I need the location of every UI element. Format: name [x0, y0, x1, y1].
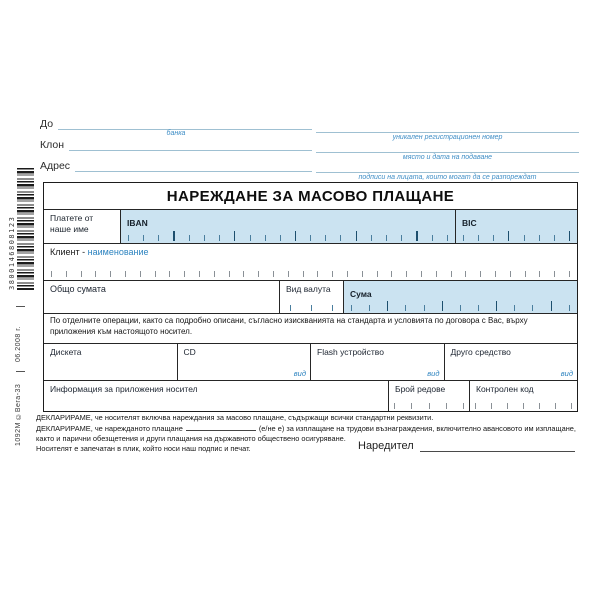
signatures-hint: подписи на лицата, които могат да се разпореждат [358, 174, 537, 181]
other-media-kind-hint: вид [560, 369, 573, 378]
row-count-cell [388, 381, 469, 411]
branch-label: Клон [40, 139, 64, 151]
flash-label: Flash устройство [317, 347, 384, 357]
edition-date: 06.2008 г. [15, 326, 22, 362]
mass-payment-order-box [43, 182, 578, 412]
bank-hint: банка [166, 130, 186, 137]
field-signatures [316, 161, 579, 181]
control-code-label: Контролен код [476, 384, 534, 394]
barcode [8, 168, 34, 290]
barcode-bars-icon [17, 168, 34, 290]
registration-block [316, 121, 579, 181]
place-date-hint: място и дата на подаване [402, 154, 493, 161]
media-cell-other [444, 344, 578, 380]
other-media-label: Друго средство [450, 347, 511, 357]
declaration-2-prefix: ДЕКЛАРИРАМЕ, че нарежданото плащане [36, 423, 183, 433]
orderer-label: Наредител [358, 440, 414, 452]
to-label: До [40, 118, 54, 130]
media-info-cell: Информация за приложения носител [50, 384, 198, 394]
fold-mark [16, 306, 25, 307]
client-label: Клиент [50, 247, 80, 257]
media-type-row [44, 344, 577, 381]
declaration-1: ДЕКЛАРИРАМЕ, че носителят включва нареждания за масово плащане, съдържащи всички стандартни реквизити. [36, 413, 434, 422]
currency-cell [279, 281, 343, 313]
bank-address-block [40, 117, 312, 180]
reg-number-hint: уникален регистрационен номер [392, 134, 503, 141]
title-row [44, 183, 577, 210]
iban-character-ticks [128, 231, 448, 241]
payer-iban-bic-row [44, 210, 577, 244]
flash-kind-hint: вид [427, 369, 440, 378]
payer-label-cell: Платете от наше име [50, 213, 94, 235]
fold-mark [16, 371, 25, 372]
control-code-cell [469, 381, 577, 411]
currency-label: Вид валута [286, 284, 331, 294]
iban-field [120, 210, 455, 243]
address-label: Адрес [40, 160, 71, 172]
amount-label: Сума [350, 289, 372, 299]
field-branch [40, 138, 312, 151]
signatures-underline [316, 160, 579, 173]
declaration-3: Носителят е запечатан в плик, който носи наш подпис и печат. [36, 444, 251, 454]
currency-ticks [290, 305, 333, 311]
cd-label: CD [183, 347, 196, 357]
client-name-hint: наименование [87, 247, 149, 257]
amount-row [44, 281, 577, 314]
branch-underline [69, 137, 312, 151]
media-info-row [44, 381, 577, 411]
orderer-underline [420, 441, 575, 452]
iban-label: IBAN [127, 218, 148, 228]
form-title: НАРЕЖДАНЕ ЗА МАСОВО ПЛАЩАНЕ [166, 187, 455, 205]
media-cell-cd [177, 344, 311, 380]
row-count-label: Брой редове [395, 384, 446, 394]
field-reg-number [316, 121, 579, 141]
client-character-ticks [51, 271, 570, 277]
row-count-ticks [394, 403, 464, 409]
media-cell-diskette [44, 344, 177, 380]
cd-kind-hint: вид [293, 369, 306, 378]
amount-cell [343, 281, 577, 313]
field-address [40, 159, 312, 172]
reg-number-underline [316, 120, 579, 133]
orderer-signature-field [358, 440, 575, 452]
bic-label: BIC [462, 218, 477, 228]
address-underline [75, 158, 312, 172]
field-to [40, 117, 312, 137]
operations-note-row [44, 314, 577, 344]
media-cell-flash [310, 344, 444, 380]
amount-ticks [351, 301, 570, 311]
to-underline [58, 116, 312, 130]
client-row [44, 244, 577, 281]
place-date-underline [316, 140, 579, 153]
bic-character-ticks [463, 231, 570, 241]
declaration-2-suffix: (е/не е) за изплащане на трудови възнаграждения, включително авансовото им изплащане, както и парични обезщетения и други плащания на държавното обществено осигуряване. [36, 423, 576, 443]
field-place-date [316, 141, 579, 161]
diskette-label: Дискета [50, 347, 82, 357]
barcode-number: 3800146808123 [8, 215, 16, 290]
publisher-imprint: 1092М ©Вега-33 [15, 383, 22, 446]
operations-note: По отделните операции, както са подробно описани, съгласно изискванията на стандарта и условията по договора с Вас, върху приложения към настоящото носител. [50, 316, 528, 336]
client-label-line [50, 247, 571, 257]
declaration-blank-line [186, 424, 256, 431]
bic-field [455, 210, 577, 243]
control-code-ticks [475, 403, 572, 409]
client-separator: - [82, 247, 86, 257]
total-amount-cell: Общо сумата [50, 284, 106, 294]
